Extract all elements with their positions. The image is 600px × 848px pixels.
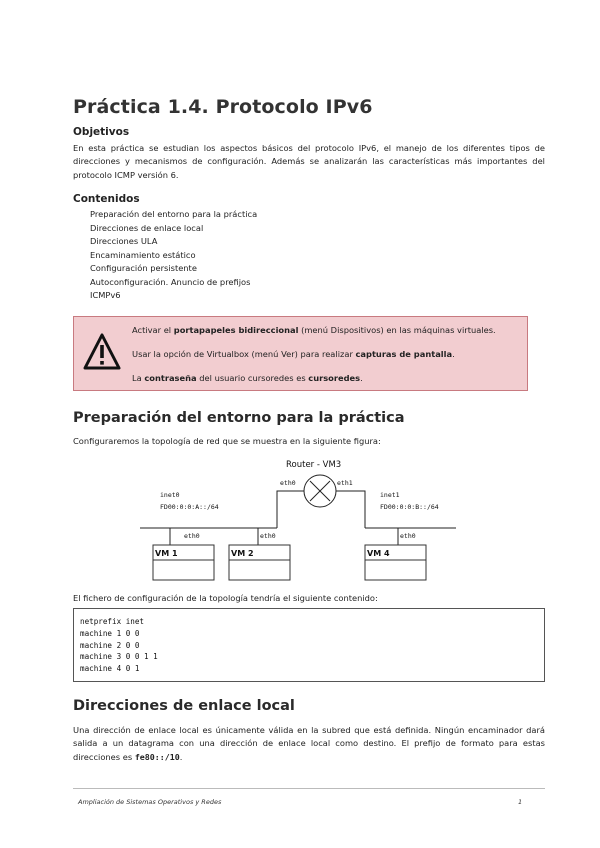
list-item: Direcciones de enlace local xyxy=(90,222,204,233)
section-enlace-local-text: Una dirección de enlace local es únicamente válida en la subred que está definida. Ningún encaminador dará salida a un datagrama con una dirección de enlace local como destino. El prefijo de formato para estas direcciones es fe80::/10. xyxy=(73,725,545,762)
objetivos-text: En esta práctica se estudian los aspectos básicos del protocolo IPv6, el manejo de los diferentes tipos de direcciones y mecanismos de configuración. Además se analizarán las características más importantes del protocolo ICMP versión 6. xyxy=(73,143,545,180)
page-title: Práctica 1.4. Protocolo IPv6 xyxy=(73,96,373,118)
section-enlace-local-heading: Direcciones de enlace local xyxy=(73,698,295,714)
warning-box xyxy=(73,316,528,391)
vm1-label: VM 1 xyxy=(155,549,178,558)
code-line: machine 2 0 0 xyxy=(80,640,140,650)
code-line: machine 1 0 0 xyxy=(80,628,140,638)
vm2-label: VM 2 xyxy=(231,549,254,558)
warning-line-1: Activar el portapapeles bidireccional (menú Dispositivos) en las máquinas virtuales. xyxy=(132,325,496,335)
router-eth1-label: eth1 xyxy=(337,479,353,487)
vm2-eth0-label: eth0 xyxy=(260,532,276,540)
router-eth0-label: eth0 xyxy=(280,479,296,487)
inet1-prefix: FD00:0:0:B::/64 xyxy=(380,503,439,511)
footer-page-number: 1 xyxy=(518,798,523,806)
list-item: Autoconfiguración. Anuncio de prefijos xyxy=(90,276,251,287)
config-intro: El fichero de configuración de la topología tendría el siguiente contenido: xyxy=(73,593,378,603)
link-router-inet0 xyxy=(277,491,304,528)
inet1-name: inet1 xyxy=(380,491,400,499)
objetivos-heading: Objetivos xyxy=(73,126,130,138)
code-line: machine 4 0 1 xyxy=(80,664,140,674)
vm2-box xyxy=(229,545,290,580)
vm4-label: VM 4 xyxy=(367,549,390,558)
router-label: Router - VM3 xyxy=(286,460,342,470)
list-item: Configuración persistente xyxy=(90,263,197,273)
footer-course-title: Ampliación de Sistemas Operativos y Redes xyxy=(78,798,222,806)
code-line: machine 3 0 0 1 1 xyxy=(80,652,158,662)
vm4-eth0-label: eth0 xyxy=(400,532,416,540)
inet0-name: inet0 xyxy=(160,491,180,499)
config-code-block xyxy=(73,608,545,682)
section-preparacion-heading: Preparación del entorno para la práctica xyxy=(73,410,405,426)
list-item: Preparación del entorno para la práctica xyxy=(90,209,258,219)
footer-divider xyxy=(73,788,545,789)
vm1-box xyxy=(153,545,214,580)
contenidos-list xyxy=(90,208,257,303)
network-diagram xyxy=(140,452,470,592)
warning-line-2: Usar la opción de Virtualbox (menú Ver) para realizar capturas de pantalla. xyxy=(132,349,455,359)
warning-icon xyxy=(82,332,122,372)
vm4-box xyxy=(365,545,426,580)
section-preparacion-intro: Configuraremos la topología de red que se muestra en la siguiente figura: xyxy=(73,436,381,446)
link-router-inet1 xyxy=(336,491,365,528)
list-item: Encaminamiento estático xyxy=(90,249,196,260)
inet0-prefix: FD00:0:0:A::/64 xyxy=(160,503,219,511)
list-item: ICMPv6 xyxy=(90,290,121,300)
code-line: netprefix inet xyxy=(80,617,145,626)
list-item: Direcciones ULA xyxy=(90,236,158,246)
warning-line-3: La contraseña del usuario cursoredes es cursoredes. xyxy=(132,373,363,383)
contenidos-heading: Contenidos xyxy=(73,193,140,205)
vm1-eth0-label: eth0 xyxy=(184,532,200,540)
